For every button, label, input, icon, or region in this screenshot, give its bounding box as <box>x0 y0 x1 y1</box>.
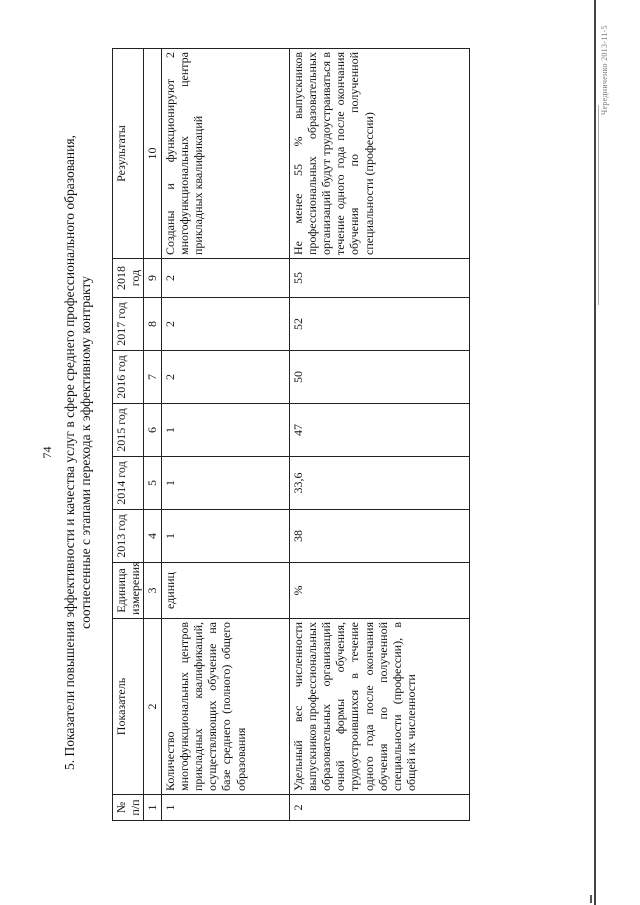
page-number: 74 <box>40 446 54 459</box>
table-row <box>289 49 469 821</box>
row-number: 1 <box>161 795 289 821</box>
header-cell: Единица измерения <box>113 563 144 619</box>
indicator-cell: Удельный вес численности выпускников профессиональных образовательных организаций очной формы обучения, трудоустроившихся в течение одного года после окончания обучения по полученной специальности (профессии), в общей их численности <box>289 619 469 795</box>
corner-mark <box>590 895 592 903</box>
column-number-row <box>144 49 161 821</box>
result-cell: Созданы и функционируют 2 многофункциональных центра прикладных квалификаций <box>161 49 289 259</box>
value-2016: 50 <box>289 351 469 404</box>
column-number: 2 <box>144 619 161 795</box>
header-cell: № п/п <box>113 795 144 821</box>
header-cell: 2013 год <box>113 510 144 563</box>
column-number: 5 <box>144 457 161 510</box>
header-cell: 2015 год <box>113 404 144 457</box>
value-2016: 2 <box>161 351 289 404</box>
value-2013: 1 <box>161 510 289 563</box>
header-cell: 2018 год <box>113 259 144 298</box>
value-2017: 2 <box>161 298 289 351</box>
unit-cell: единиц <box>161 563 289 619</box>
header-cell: Результаты <box>113 49 144 259</box>
value-2014: 1 <box>161 457 289 510</box>
header-row <box>113 49 144 821</box>
result-cell: Не менее 55 % выпускников профессиональных образовательных организаций будут трудоустраиваться в течение одного года после окончания обучения по полученной специальности (профессии) <box>289 49 469 259</box>
margin-rule <box>594 0 596 905</box>
section-title-line-2: соотнесенные с этапами перехода к эффективному контракту <box>78 276 93 629</box>
header-cell: 2014 год <box>113 457 144 510</box>
header-cell: Показатель <box>113 619 144 795</box>
column-number: 8 <box>144 298 161 351</box>
row-number: 2 <box>289 795 469 821</box>
column-number: 7 <box>144 351 161 404</box>
value-2018: 2 <box>161 259 289 298</box>
column-number: 3 <box>144 563 161 619</box>
column-number: 1 <box>144 795 161 821</box>
column-number: 9 <box>144 259 161 298</box>
value-2018: 55 <box>289 259 469 298</box>
filing-stamp: Чередниченко 2013-11-5 <box>600 25 609 115</box>
value-2013: 38 <box>289 510 469 563</box>
header-cell: 2017 год <box>113 298 144 351</box>
section-title-line-1: 5. Показатели повышения эффективности и качества услуг в сфере среднего профессионального образования, <box>62 135 77 770</box>
indicator-cell: Количество многофункциональных центров прикладных квалификаций, осуществляющих обучение на базе среднего (полного) общего образования <box>161 619 289 795</box>
value-2017: 52 <box>289 298 469 351</box>
value-2014: 33,6 <box>289 457 469 510</box>
column-number: 10 <box>144 49 161 259</box>
unit-cell: % <box>289 563 469 619</box>
table-row <box>161 49 289 821</box>
column-number: 6 <box>144 404 161 457</box>
indicators-table <box>112 48 470 821</box>
column-number: 4 <box>144 510 161 563</box>
section-title <box>62 0 94 905</box>
margin-rule-faint <box>598 105 599 305</box>
value-2015: 1 <box>161 404 289 457</box>
value-2015: 47 <box>289 404 469 457</box>
header-cell: 2016 год <box>113 351 144 404</box>
